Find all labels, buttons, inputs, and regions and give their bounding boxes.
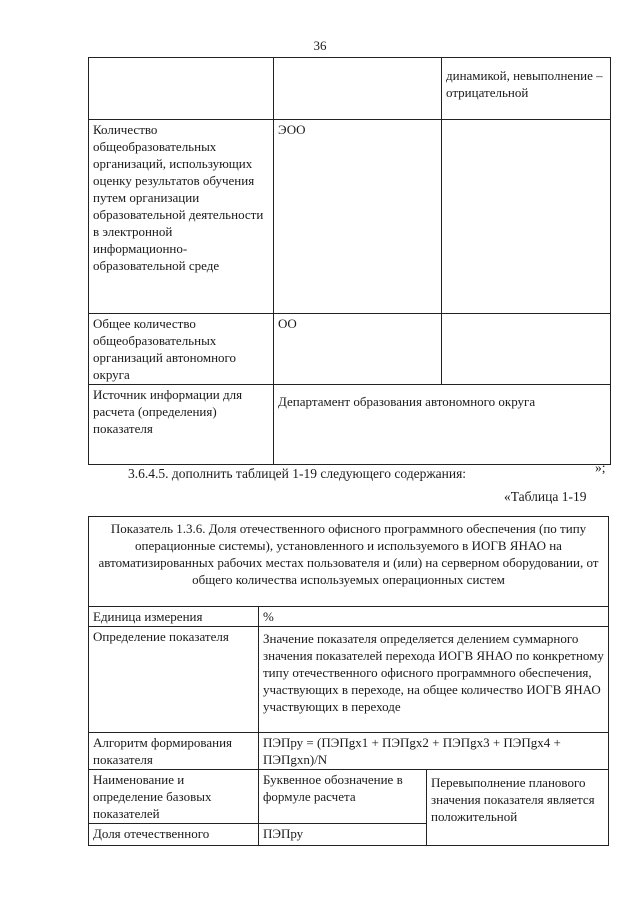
closing-quote: »; <box>595 460 606 475</box>
table-cell <box>442 314 611 385</box>
table-cell: Буквенное обозначение в формуле расчета <box>259 770 427 824</box>
table-cell: ПЭПру = (ПЭПgx1 + ПЭПgx2 + ПЭПgx3 + ПЭПgx4 + ПЭПgxn)/N <box>259 733 609 770</box>
indicator-title: Показатель 1.3.6. Доля отечественного офисного программного обеспечения (по типу операционные системы), установленного и используемого в ИОГВ ЯНАО на автоматизированных рабочих местах пользователя и (или) на серверном оборудовании, от общего количества используемых операционных систем <box>89 517 609 607</box>
table-row <box>89 385 611 465</box>
table-cell: Источник информации для расчета (определения) показателя <box>89 385 274 465</box>
table-row <box>89 627 609 733</box>
indicator-table <box>88 516 609 846</box>
table-cell: Наименование и определение базовых показателей <box>89 770 259 824</box>
table-cell: Общее количество общеобразовательных организаций автономного округа <box>89 314 274 385</box>
table-cell <box>89 58 274 120</box>
table-cell: ЭОО <box>274 120 442 314</box>
table-row <box>89 770 609 824</box>
page-number: 36 <box>313 38 327 53</box>
table-caption: «Таблица 1-19 <box>504 489 587 504</box>
table-cell <box>274 58 442 120</box>
table-row <box>89 607 609 627</box>
table-cell: Единица измерения <box>89 607 259 627</box>
table-cell: Определение показателя <box>89 627 259 733</box>
table-cell <box>442 120 611 314</box>
indicator-table-continued <box>88 57 611 465</box>
table-cell: Перевыполнение планового значения показателя является положительной <box>427 770 609 846</box>
table-cell: Значение показателя определяется делением суммарного значения показателей перехода ИОГВ ЯНАО по конкретному типу отечественного офисного программного обеспечения, участвующих в переходе, на общее количество ИОГВ ЯНАО участвующих в переходе <box>259 627 609 733</box>
table-row <box>89 120 611 314</box>
table-cell: Доля отечественного <box>89 824 259 846</box>
table-cell: динамикой, невыполнение – отрицательной <box>442 58 611 120</box>
table-row <box>89 58 611 120</box>
table-cell: ПЭПру <box>259 824 427 846</box>
table-cell: Алгоритм формирования показателя <box>89 733 259 770</box>
table-cell: Департамент образования автономного округа <box>274 385 611 465</box>
table-cell: ОО <box>274 314 442 385</box>
table-row <box>89 314 611 385</box>
table-cell: % <box>259 607 609 627</box>
table-row <box>89 733 609 770</box>
amendment-text: 3.6.4.5. дополнить таблицей 1-19 следующего содержания: <box>128 466 467 481</box>
table-cell: Количество общеобразовательных организаций, использующих оценку результатов обучения путем организации образовательной деятельности в электронной информационно-образовательной среде <box>89 120 274 314</box>
table-row <box>89 517 609 607</box>
